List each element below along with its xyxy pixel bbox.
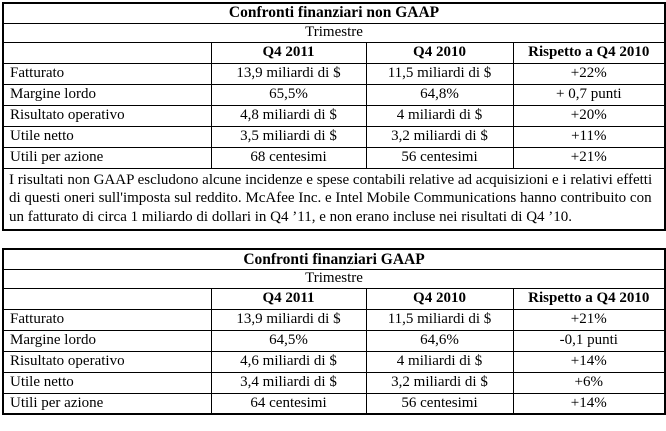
cell-value: +21% xyxy=(513,309,665,330)
cell-value: +14% xyxy=(513,393,665,414)
row-label: Utile netto xyxy=(3,126,211,147)
non-gaap-comparison-table xyxy=(2,2,666,231)
cell-value: 56 centesimi xyxy=(366,147,513,168)
table-footnote: I risultati non GAAP escludono alcune incidenze e spese contabili relative ad acquisizioni e i relativi effetti di questi oneri sull'imposta sul reddito. McAfee Inc. e Intel Mobile Communications hanno contribuito con un fatturato di circa 1 miliardo di dollari in Q4 ’11, e non erano incluse nei risultati di Q4 ’10. xyxy=(3,168,665,230)
cell-value: +6% xyxy=(513,372,665,393)
row-label: Margine lordo xyxy=(3,330,211,351)
table-subtitle: Trimestre xyxy=(3,269,665,288)
cell-value: 4 miliardi di $ xyxy=(366,105,513,126)
table-title: Confronti finanziari non GAAP xyxy=(3,3,665,23)
table-row xyxy=(3,105,665,126)
cell-value: 3,2 miliardi di $ xyxy=(366,372,513,393)
cell-value: 11,5 miliardi di $ xyxy=(366,309,513,330)
table-row xyxy=(3,269,665,288)
table-footnote-row xyxy=(3,168,665,230)
table-row xyxy=(3,393,665,414)
cell-value: 13,9 miliardi di $ xyxy=(211,63,366,84)
row-label: Risultato operativo xyxy=(3,105,211,126)
cell-value: 65,5% xyxy=(211,84,366,105)
cell-value: 3,5 miliardi di $ xyxy=(211,126,366,147)
column-header-change: Rispetto a Q4 2010 xyxy=(513,42,665,63)
column-header-q4-2011: Q4 2011 xyxy=(211,288,366,309)
table-row xyxy=(3,84,665,105)
table-row xyxy=(3,23,665,42)
row-label: Utile netto xyxy=(3,372,211,393)
table-row xyxy=(3,330,665,351)
cell-value: +22% xyxy=(513,63,665,84)
cell-value: 13,9 miliardi di $ xyxy=(211,309,366,330)
row-label: Fatturato xyxy=(3,63,211,84)
cell-value: 11,5 miliardi di $ xyxy=(366,63,513,84)
table-gap xyxy=(2,231,664,248)
table-row xyxy=(3,147,665,168)
cell-value: 3,2 miliardi di $ xyxy=(366,126,513,147)
cell-value: +14% xyxy=(513,351,665,372)
gaap-comparison-table xyxy=(2,248,666,415)
row-label: Risultato operativo xyxy=(3,351,211,372)
cell-value: -0,1 punti xyxy=(513,330,665,351)
row-label: Utili per azione xyxy=(3,393,211,414)
table-header-row xyxy=(3,288,665,309)
table-row xyxy=(3,249,665,269)
table-row xyxy=(3,3,665,23)
column-header-empty xyxy=(3,288,211,309)
table-row xyxy=(3,372,665,393)
cell-value: 4 miliardi di $ xyxy=(366,351,513,372)
cell-value: 56 centesimi xyxy=(366,393,513,414)
table-subtitle: Trimestre xyxy=(3,23,665,42)
table-row xyxy=(3,63,665,84)
row-label: Utili per azione xyxy=(3,147,211,168)
column-header-q4-2010: Q4 2010 xyxy=(366,42,513,63)
cell-value: 64 centesimi xyxy=(211,393,366,414)
row-label: Fatturato xyxy=(3,309,211,330)
table-header-row xyxy=(3,42,665,63)
cell-value: 68 centesimi xyxy=(211,147,366,168)
column-header-empty xyxy=(3,42,211,63)
cell-value: +21% xyxy=(513,147,665,168)
cell-value: 4,6 miliardi di $ xyxy=(211,351,366,372)
cell-value: +11% xyxy=(513,126,665,147)
cell-value: 64,6% xyxy=(366,330,513,351)
table-row xyxy=(3,309,665,330)
cell-value: +20% xyxy=(513,105,665,126)
cell-value: + 0,7 punti xyxy=(513,84,665,105)
cell-value: 64,8% xyxy=(366,84,513,105)
cell-value: 64,5% xyxy=(211,330,366,351)
column-header-q4-2010: Q4 2010 xyxy=(366,288,513,309)
cell-value: 4,8 miliardi di $ xyxy=(211,105,366,126)
table-row xyxy=(3,351,665,372)
table-row xyxy=(3,126,665,147)
column-header-change: Rispetto a Q4 2010 xyxy=(513,288,665,309)
table-title: Confronti finanziari GAAP xyxy=(3,249,665,269)
cell-value: 3,4 miliardi di $ xyxy=(211,372,366,393)
column-header-q4-2011: Q4 2011 xyxy=(211,42,366,63)
row-label: Margine lordo xyxy=(3,84,211,105)
